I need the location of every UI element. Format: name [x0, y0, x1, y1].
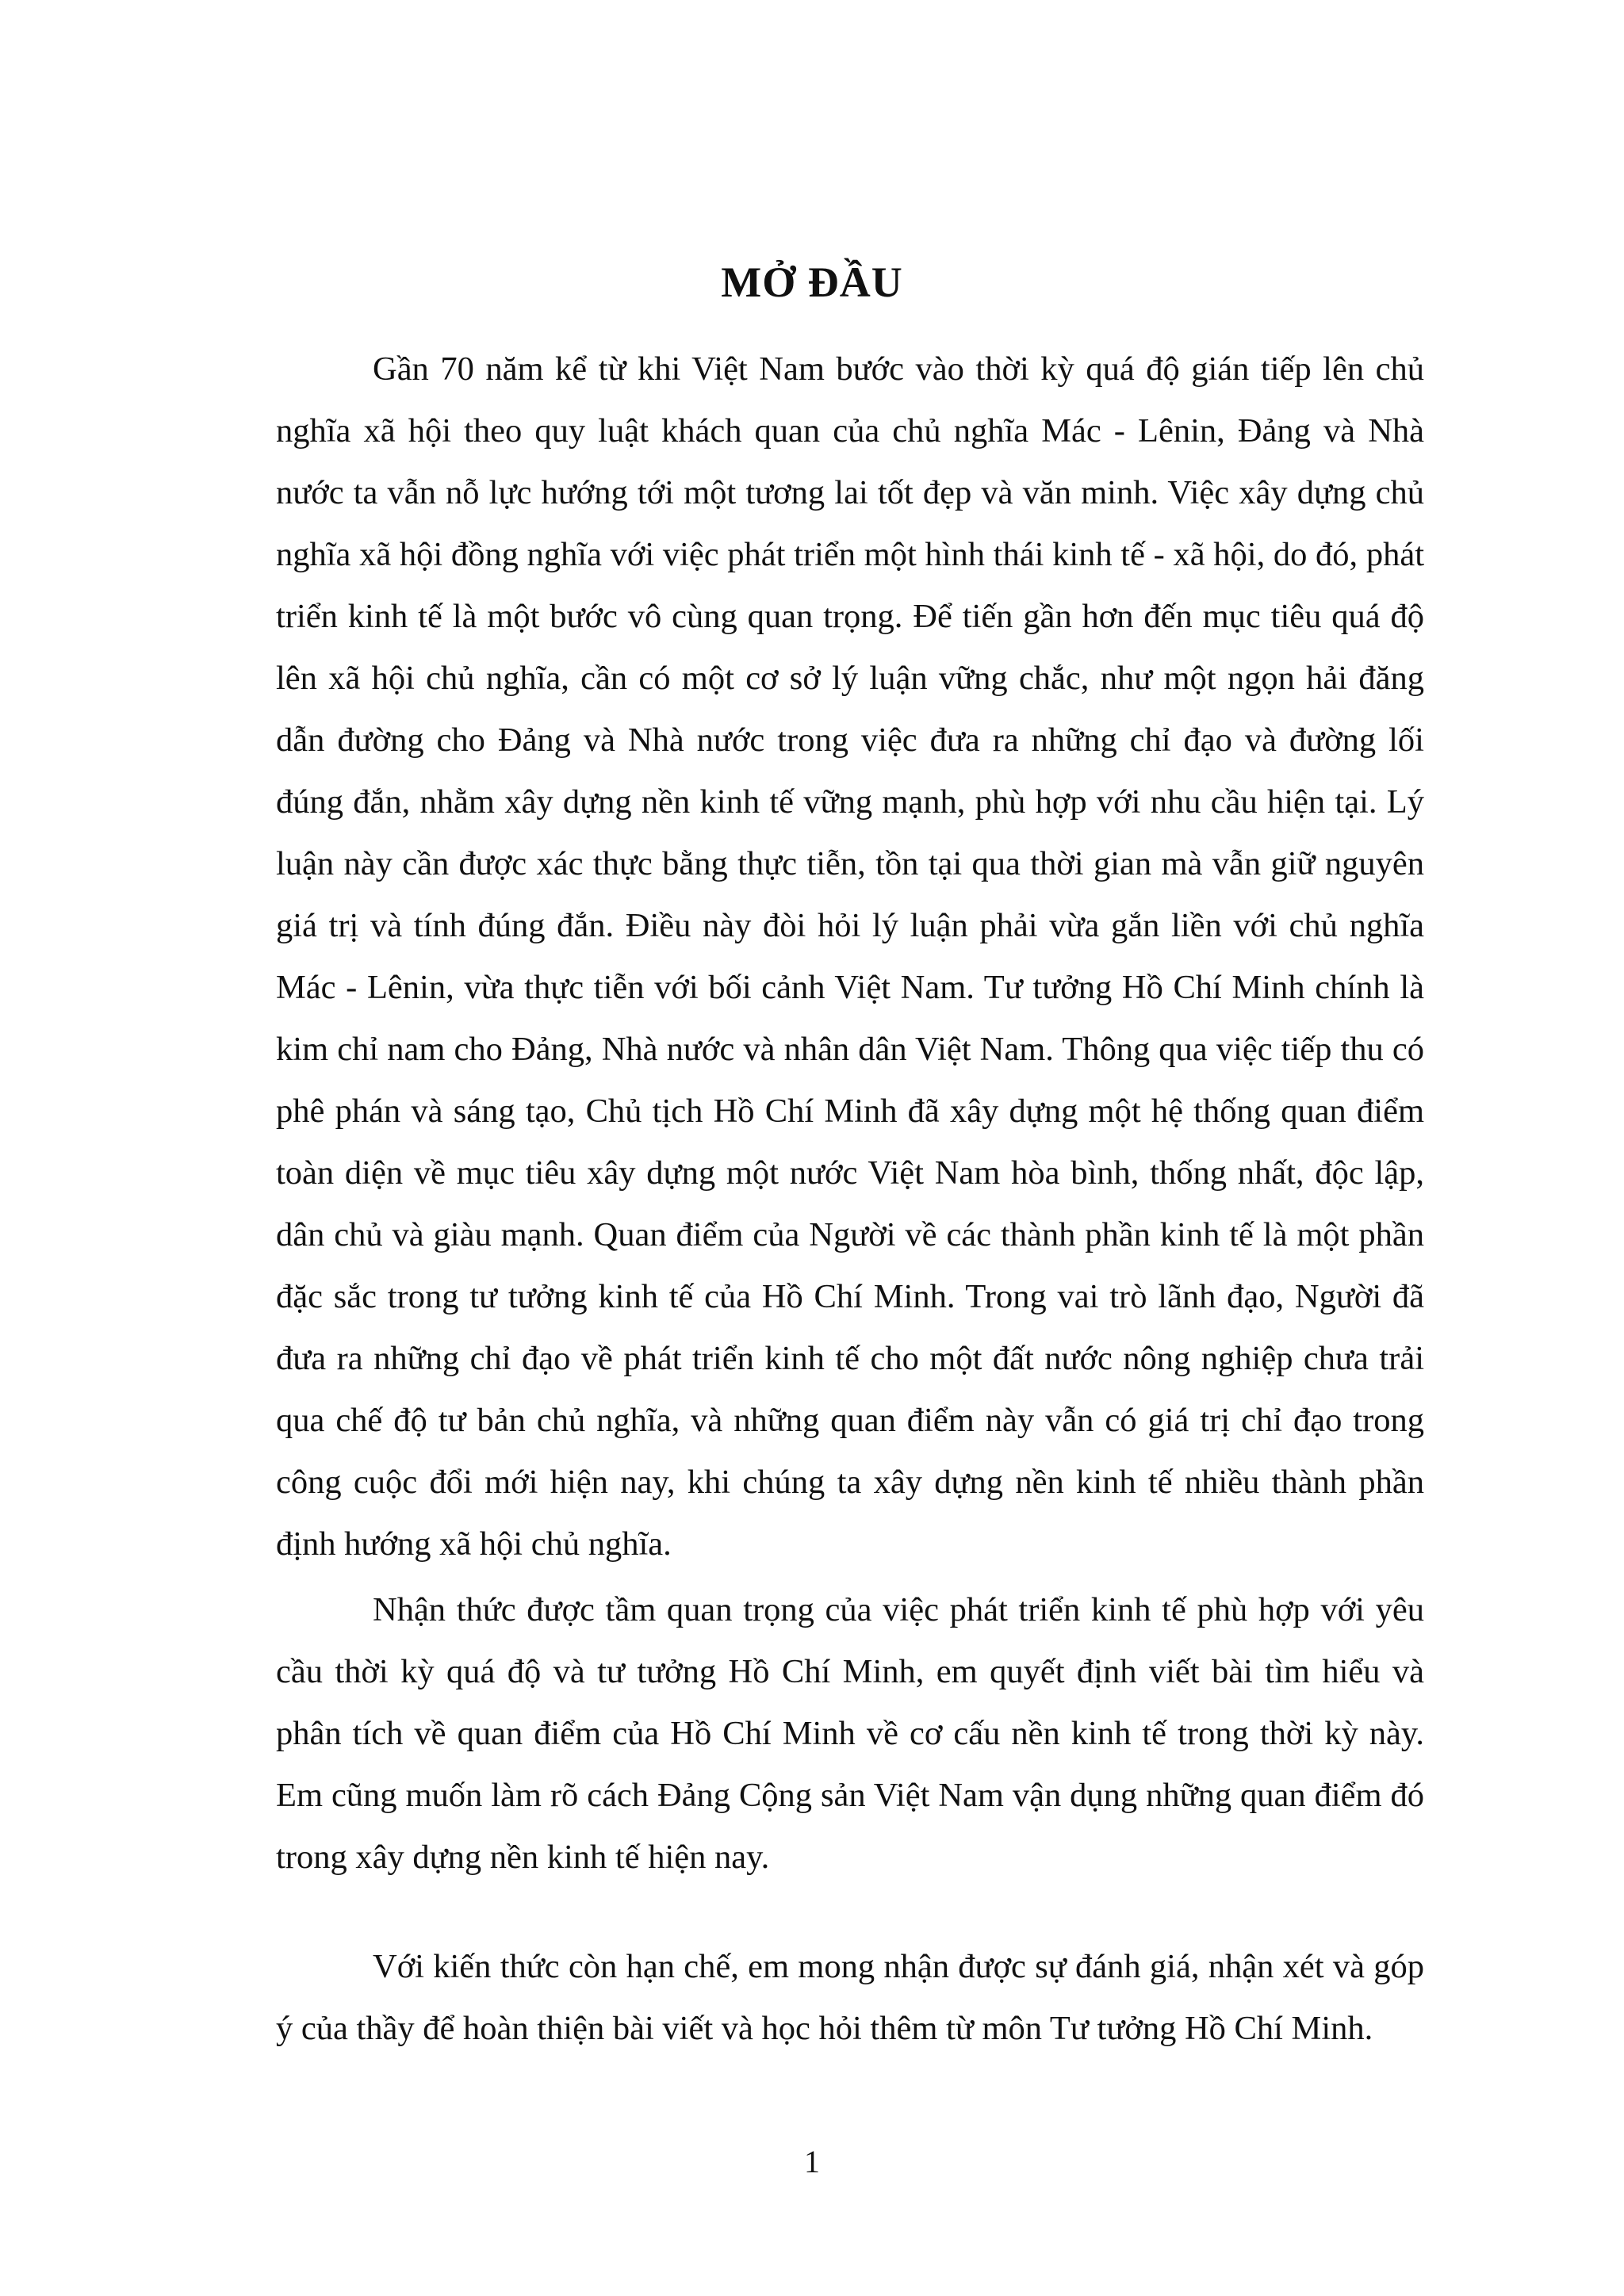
paragraph-motivation: Nhận thức được tầm quan trọng của việc phát triển kinh tế phù hợp với yêu cầu thời kỳ quá độ và tư tưởng Hồ Chí Minh, em quyết định viết bài tìm hiểu và phân tích về quan điểm của Hồ Chí Minh về cơ cấu nền kinh tế trong thời kỳ này. Em cũng muốn làm rõ cách Đảng Cộng sản Việt Nam vận dụng những quan điểm đó trong xây dựng nền kinh tế hiện nay.: [276, 1591, 1424, 1876]
page-number: 1: [804, 2144, 820, 2179]
page-title: MỞ ĐẦU: [721, 258, 903, 307]
paragraph-intro: Gần 70 năm kể từ khi Việt Nam bước vào thời kỳ quá độ gián tiếp lên chủ nghĩa xã hội theo quy luật khách quan của chủ nghĩa Mác - Lênin, Đảng và Nhà nước ta vẫn nỗ lực hướng tới một tương lai tốt đẹp và văn minh. Việc xây dựng chủ nghĩa xã hội đồng nghĩa với việc phát triển một hình thái kinh tế - xã hội, do đó, phát triển kinh tế là một bước vô cùng quan trọng. Để tiến gần hơn đến mục tiêu quá độ lên xã hội chủ nghĩa, cần có một cơ sở lý luận vững chắc, như một ngọn hải đăng dẫn đường cho Đảng và Nhà nước trong việc đưa ra những chỉ đạo và đường lối đúng đắn, nhằm xây dựng nền kinh tế vững mạnh, phù hợp với nhu cầu hiện tại. Lý luận này cần được xác thực bằng thực tiễn, tồn tại qua thời gian mà vẫn giữ nguyên giá trị và tính đúng đắn. Điều này đòi hỏi lý luận phải vừa gắn liền với chủ nghĩa Mác - Lênin, vừa thực tiễn với bối cảnh Việt Nam. Tư tưởng Hồ Chí Minh chính là kim chỉ nam cho Đảng, Nhà nước và nhân dân Việt Nam. Thông qua việc tiếp thu có phê phán và sáng tạo, Chủ tịch Hồ Chí Minh đã xây dựng một hệ thống quan điểm toàn diện về mục tiêu xây dựng một nước Việt Nam hòa bình, thống nhất, độc lập, dân chủ và giàu mạnh. Quan điểm của Người về các thành phần kinh tế là một phần đặc sắc trong tư tưởng kinh tế của Hồ Chí Minh. Trong vai trò lãnh đạo, Người đã đưa ra những chỉ đạo về phát triển kinh tế cho một đất nước nông nghiệp chưa trải qua chế độ tư bản chủ nghĩa, và những quan điểm này vẫn có giá trị chỉ đạo trong công cuộc đổi mới hiện nay, khi chúng ta xây dựng nền kinh tế nhiều thành phần định hướng xã hội chủ nghĩa.: [276, 350, 1424, 1563]
paragraph-closing: Với kiến thức còn hạn chế, em mong nhận được sự đánh giá, nhận xét và góp ý của thầy để hoàn thiện bài viết và học hỏi thêm từ môn Tư tưởng Hồ Chí Minh.: [276, 1948, 1424, 2047]
